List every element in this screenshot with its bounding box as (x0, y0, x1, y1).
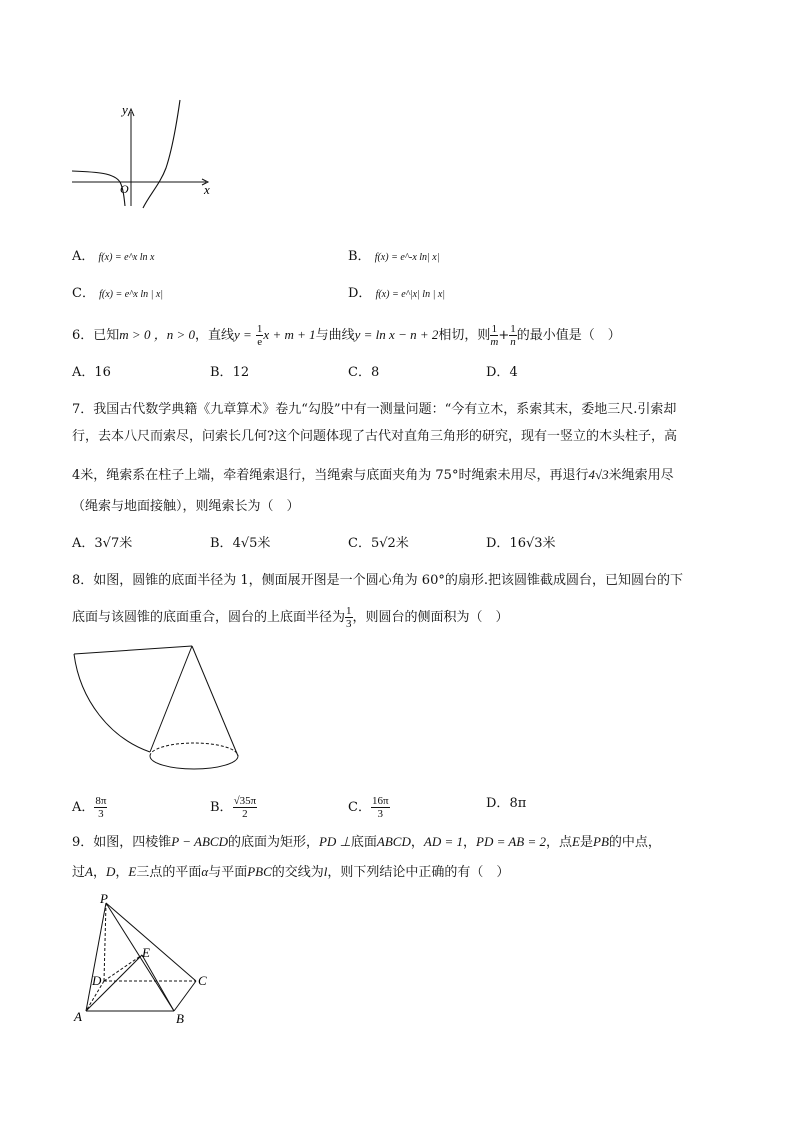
fraction-1-over-3: $\frac{1}{3}$ (346, 605, 352, 630)
q7-option-b[interactable]: B．4√5米 (210, 536, 271, 551)
q7-line-2: 行，去本八尺而索尽，问索长几何?这个问题体现了古代对直角三角形的研究，现有一竖立的木头柱子，高 (72, 429, 677, 444)
cone-left-side (150, 646, 192, 752)
option-letter: C． (72, 286, 95, 301)
q8-line-2: 底面与该圆锥的底面重合，圆台的上底面半径为 $\frac{1}{3}$ ，则圆台的侧面积为（ ） (72, 605, 509, 630)
fraction-1-over-n: $\frac{1}{n}$ (510, 323, 516, 348)
q5-option-a[interactable] (72, 248, 154, 267)
q6-stem: 6．已知m > 0 ，n > 0，直线y = $\frac{1}{e}$ x + m + 1与曲线y = ln x − n + 2相切，则 $\frac{1}{m}$ + $\frac{1}{n}$ 的最小值是（ ） (72, 323, 621, 348)
q6-option-a[interactable]: A．16 (72, 365, 111, 380)
origin-label: O (120, 182, 129, 196)
sector-arc (74, 654, 150, 752)
q6-option-c[interactable]: C．8 (348, 365, 380, 380)
left-branch (72, 171, 125, 206)
q7-line-1: 7．我国古代数学典籍《九章算术》卷九“勾股”中有一测量问题：“今有立木，系索其末，委地三尺.引索却 (72, 402, 677, 417)
fraction-1-over-m: $\frac{1}{m}$ (490, 323, 499, 348)
q7-option-a[interactable]: A．3√7米 (72, 536, 133, 551)
q6-option-d[interactable]: D．4 (486, 365, 518, 380)
option-letter: A． (72, 249, 95, 264)
option-expr: f(x) = e^x ln | x| (99, 289, 164, 300)
x-label: x (204, 182, 210, 197)
vertex-a: A (74, 1009, 82, 1024)
sector-top-edge (74, 646, 192, 654)
vertex-e: E (142, 945, 150, 960)
fraction-1-over-e: $\frac{1}{e}$ (256, 323, 263, 348)
cone-base-front (150, 756, 238, 769)
q8-line-1: 8．如图，圆锥的底面半径为 1，侧面展开图是一个圆心角为 60°的扇形.把该圆锥截成圆台，已知圆台的下 (72, 573, 683, 588)
q8-option-c[interactable]: C． $\frac{16\pi}{3}$ (348, 795, 389, 820)
q7-line-3: 4米，绳索系在柱子上端，牵着绳索退行，当绳索与底面夹角为 75°时绳索未用尽，再退行4√3米绳索用尽 (72, 467, 674, 483)
q8-option-d[interactable]: D．8π (486, 796, 527, 811)
q5-option-c[interactable] (72, 285, 163, 304)
vertex-p: P (100, 891, 108, 906)
pyramid-figure (70, 893, 220, 1028)
y-label: y (122, 102, 128, 117)
q5-option-b[interactable] (348, 248, 439, 267)
sector-cone-figure (70, 640, 250, 780)
q8-option-a[interactable]: A． $\frac{8\pi}{3}$ (72, 795, 107, 820)
q7-line-4: （绳索与地面接触），则绳索长为（ ） (72, 499, 300, 514)
cone-right-side (192, 646, 238, 756)
q9-line-2: 过A，D，E三点的平面α与平面PBC的交线为l，则下列结论中正确的有（ ） (72, 864, 510, 880)
function-graph (68, 98, 218, 208)
vertex-c: C (198, 973, 207, 988)
q6-option-b[interactable]: B．12 (210, 365, 250, 380)
option-expr: f(x) = e^-x ln| x| (374, 252, 440, 263)
q7-option-d[interactable]: D．16√3米 (486, 536, 556, 551)
q9-line-1: 9．如图，四棱锥P − ABCD的底面为矩形，PD ⊥底面ABCD，AD = 1，PD = AB = 2，点E是PB的中点， (72, 834, 661, 850)
vertex-d: D (92, 973, 102, 988)
option-expr: f(x) = e^|x| ln | x| (375, 289, 446, 300)
option-expr: f(x) = e^x ln x (98, 252, 155, 263)
option-letter: D． (348, 286, 372, 301)
q7-option-c[interactable]: C．5√2米 (348, 536, 409, 551)
q5-option-d[interactable] (348, 285, 445, 304)
right-branch (143, 100, 180, 208)
option-letter: B． (348, 249, 371, 264)
q8-option-b[interactable]: B． $\frac{√35\pi}{2}$ (210, 795, 257, 820)
vertex-b: B (176, 1011, 184, 1026)
cone-base-back (150, 743, 238, 756)
